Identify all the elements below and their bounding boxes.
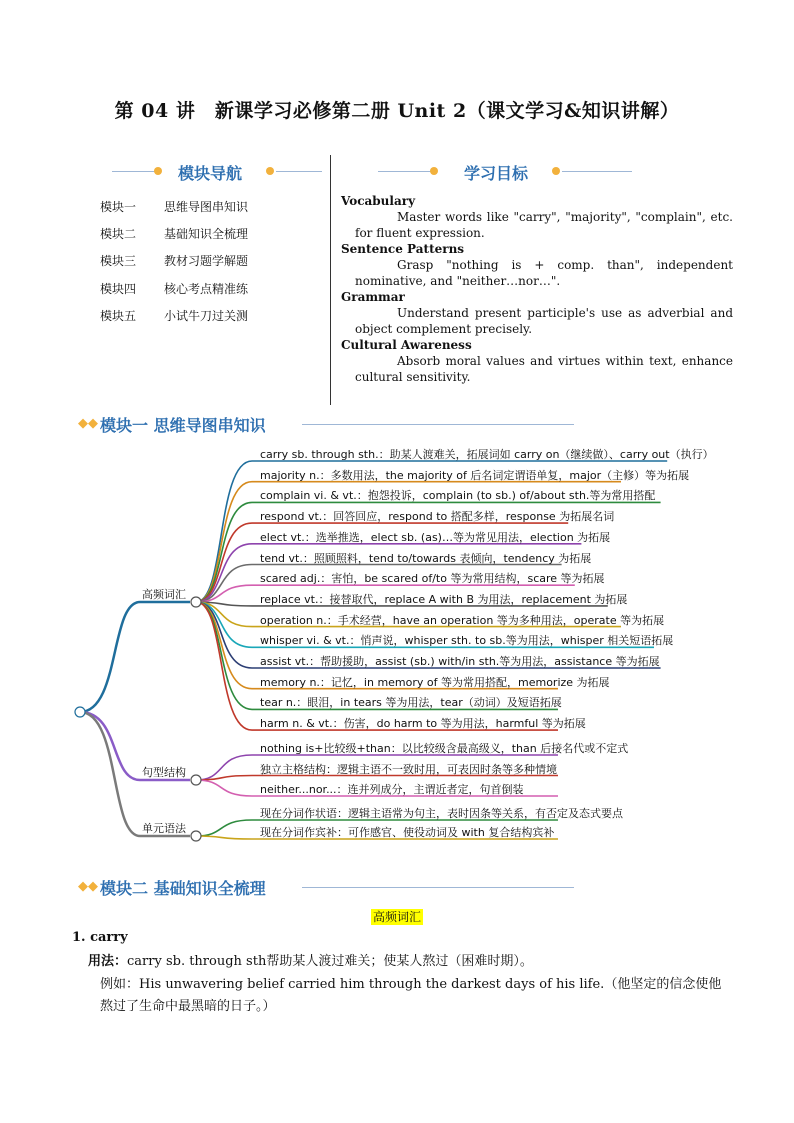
module1-title: 模块一 思维导图串知识 [100, 416, 266, 435]
nav-item-5[interactable] [100, 307, 248, 324]
mindmap-leaf-label: replace vt.：接替取代，replace A with B 为用法，replacement 为拓展 [260, 592, 628, 606]
mindmap-leaf-label: operation n.：手术经营，have an operation 等为多种用法，operate 等为拓展 [260, 613, 665, 627]
diamond-icon: ◆◆ [78, 879, 98, 894]
objectives-heading: 学习目标 [464, 164, 529, 183]
nav-heading: 模块导航 [178, 164, 243, 183]
objectives-deco-line-left [378, 171, 434, 172]
mindmap-leaf-label: neither...nor...：连并列成分，主谓近者定，句首倒装 [260, 783, 524, 796]
nav-dot-right [266, 167, 274, 175]
usage-label: 用法： [88, 954, 128, 969]
nav-deco-line-right [276, 171, 322, 172]
mindmap-branch-label: 高频词汇 [142, 588, 186, 601]
mindmap-leaf-label: elect vt.：选举推选，elect sb. (as)…等为常见用法，election 为拓展 [260, 530, 611, 544]
mindmap-leaf-label: scared adj.：害怕，be scared of/to 等为常用结构，scare 等为拓展 [260, 572, 605, 586]
nav-item-number: 模块五 [100, 309, 137, 323]
mindmap-leaf-label: complain vi. & vt.：抱怨投诉，complain (to sb.) of/about sth.等为常用搭配 [260, 489, 656, 503]
objective-text: Absorb moral values and virtues within text, enhance cultural sensitivity. [355, 354, 733, 384]
nav-deco-line-left [112, 171, 158, 172]
objectives-deco-line-right [562, 171, 632, 172]
mindmap-leaf-label: 独立主格结构：逻辑主语不一致时用，可表因时条等多种情境 [260, 762, 557, 776]
objective-heading: Sentence Patterns [341, 242, 465, 256]
diamond-icon: ◆◆ [78, 416, 98, 431]
example-line [100, 974, 728, 1018]
nav-item-label: 核心考点精准练 [164, 282, 249, 296]
example-text: His unwavering belief carried him through the darkest days of his life.（他坚定的信念使他熬过了生命中最黑暗的日子。） [100, 977, 722, 1014]
mindmap-leaf-label: whisper vi. & vt.：悄声说，whisper sth. to sb.等为用法，whisper 相关短语拓展 [260, 634, 674, 648]
nav-item-label: 小试牛刀过关测 [164, 309, 249, 323]
objectives-dot-right [552, 167, 560, 175]
objective-text: Understand present participle's use as adverbial and object complement precisely. [355, 306, 733, 336]
objective-heading: Vocabulary [341, 194, 416, 208]
nav-item-number: 模块二 [100, 227, 137, 241]
page-title: 第 04 讲 新课学习必修第二册 Unit 2（课文学习&知识讲解） [114, 100, 680, 122]
mindmap-branch-label: 句型结构 [142, 766, 186, 779]
mindmap-leaf-label: carry sb. through sth.：助某人渡难关，拓展词如 carry on（继续做）、carry out（执行） [260, 448, 714, 461]
nav-item-number: 模块三 [100, 254, 137, 268]
module1-rule [302, 424, 574, 425]
mindmap-leaf-label: majority n.：多数用法，the majority of 后名词定谓语单复，major（主修）等为拓展 [260, 468, 690, 482]
item-title: 1. carry [72, 930, 128, 945]
module2-title: 模块二 基础知识全梳理 [100, 879, 266, 898]
section-badge-wrap [0, 906, 794, 925]
nav-item-label: 思维导图串知识 [164, 200, 249, 214]
objectives-dot-left [430, 167, 438, 175]
mindmap-leaf-label: nothing is+比较级+than：以比较级含最高级义，than 后接名代或不定式 [260, 742, 629, 755]
nav-item-label: 教材习题学解题 [164, 254, 249, 268]
objective-heading: Grammar [341, 290, 405, 304]
column-divider [330, 155, 331, 405]
usage-text: carry sb. through sth帮助某人渡过难关；使某人熬过（困难时期）。 [127, 954, 533, 969]
objective-text: Grasp "nothing is + comp. than", independent nominative, and "neither…nor…". [355, 258, 733, 288]
mindmap-leaf-label: tear n.：眼泪，in tears 等为用法，tear（动词）及短语拓展 [260, 696, 562, 710]
mindmap-leaf-label: memory n.：记忆，in memory of 等为常用搭配，memorize 为拓展 [260, 675, 610, 689]
module2-rule [302, 887, 574, 888]
mindmap-branch-label: 单元语法 [142, 822, 186, 835]
objective-heading: Cultural Awareness [341, 338, 472, 352]
mindmap-leaf-label: harm n. & vt.：伤害，do harm to 等为用法，harmful 等为拓展 [260, 717, 586, 731]
nav-item-1[interactable] [100, 198, 248, 215]
nav-item-3[interactable] [100, 252, 248, 269]
objectives-list [341, 193, 733, 385]
mindmap-leaf-label: tend vt.：照顾照料，tend to/towards 表倾向，tendency 为拓展 [260, 551, 592, 565]
example-label: 例如： [100, 977, 140, 992]
mindmap-leaf-label: assist vt.：帮助援助，assist (sb.) with/in sth.等为用法，assistance 等为拓展 [260, 655, 660, 668]
usage-line [88, 950, 728, 969]
nav-item-number: 模块四 [100, 282, 137, 296]
mindmap-leaf-label: 现在分词作宾补：可作感官、使役动词及 with 复合结构宾补 [260, 826, 555, 839]
nav-item-label: 基础知识全梳理 [164, 227, 249, 241]
section-badge: 高频词汇 [372, 910, 421, 924]
mindmap-leaf-label: 现在分词作状语：逻辑主语常为句主，表时因条等关系，有否定及态式要点 [260, 807, 623, 820]
nav-dot-left [154, 167, 162, 175]
nav-item-2[interactable] [100, 225, 248, 242]
mindmap-labels [0, 440, 794, 860]
objective-text: Master words like "carry", "majority", "complain", etc. for fluent expression. [355, 210, 733, 240]
mindmap-leaf-label: respond vt.：回答回应，respond to 搭配多样，response 为拓展名词 [260, 510, 615, 524]
nav-item-4[interactable] [100, 280, 248, 297]
nav-item-number: 模块一 [100, 200, 137, 214]
